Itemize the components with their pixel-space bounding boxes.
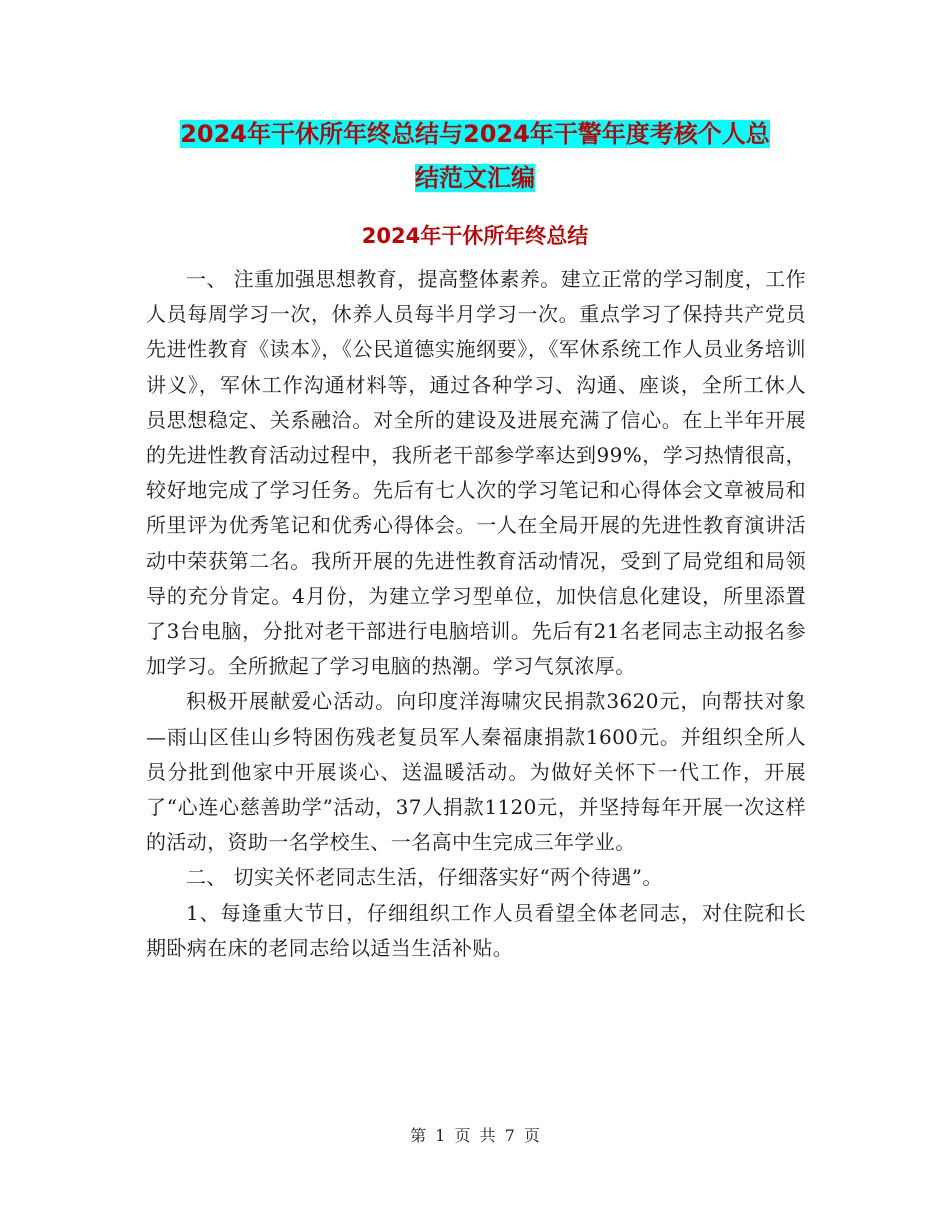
- section-title: 2024年干休所年终总结: [361, 224, 589, 248]
- page-number-footer: 第 1 页 共 7 页: [410, 1126, 540, 1145]
- paragraph-3: 二、 切实关怀老同志生活，仔细落实好“两个待遇”。: [186, 865, 663, 890]
- document-title-line-1: 2024年干休所年终总结与2024年干警年度考核个人总: [180, 120, 770, 148]
- paragraph-1: 一、 注重加强思想教育，提高整体素养。建立正常的学习制度，工作人员每周学习一次，休养人员每半月学习一次。重点学习了保持共产党员先进性教育《读本》，《公民道德实施纲要》，《军休系统工作人员业务培训讲义》，军休工作沟通材料等，通过各种学习、沟通、座谈，全所工休人员思想稳定、关系融洽。对全所的建设及进展充满了信心。在上半年开展的先进性教育活动过程中，我所老干部参学率达到99%，学习热情很高，较好地完成了学习任务。先后有七人次的学习笔记和心得体会文章被局和所里评为优秀笔记和优秀心得体会。一人在全局开展的先进性教育演讲活动中荣获第二名。我所开展的先进性教育活动情况，受到了局党组和局领导的充分肯定。4月份，为建立学习型单位，加快信息化建设，所里添置了3台电脑，分批对老干部进行电脑培训。先后有21名老同志主动报名参加学习。全所掀起了学习电脑的热潮。学习气氛浓厚。: [146, 267, 806, 679]
- paragraph-4: 1、每逢重大节日，仔细组织工作人员看望全体老同志，对住院和长期卧病在床的老同志给以适当生活补贴。: [146, 900, 806, 960]
- document-title: [0, 112, 950, 200]
- paragraph-2: 积极开展献爱心活动。向印度洋海啸灾民捐款3620元，向帮扶对象—雨山区佳山乡特困伤残老复员军人秦福康捐款1600元。并组织全所人员分批到他家中开展谈心、送温暖活动。为做好关怀下一代工作，开展了“心连心慈善助学”活动，37人捐款1120元，并坚持每年开展一次这样的活动，资助一名学校生、一名高中生完成三年学业。: [146, 689, 806, 855]
- document-body: [146, 262, 806, 966]
- document-title-line-2: 结范文汇编: [415, 164, 535, 192]
